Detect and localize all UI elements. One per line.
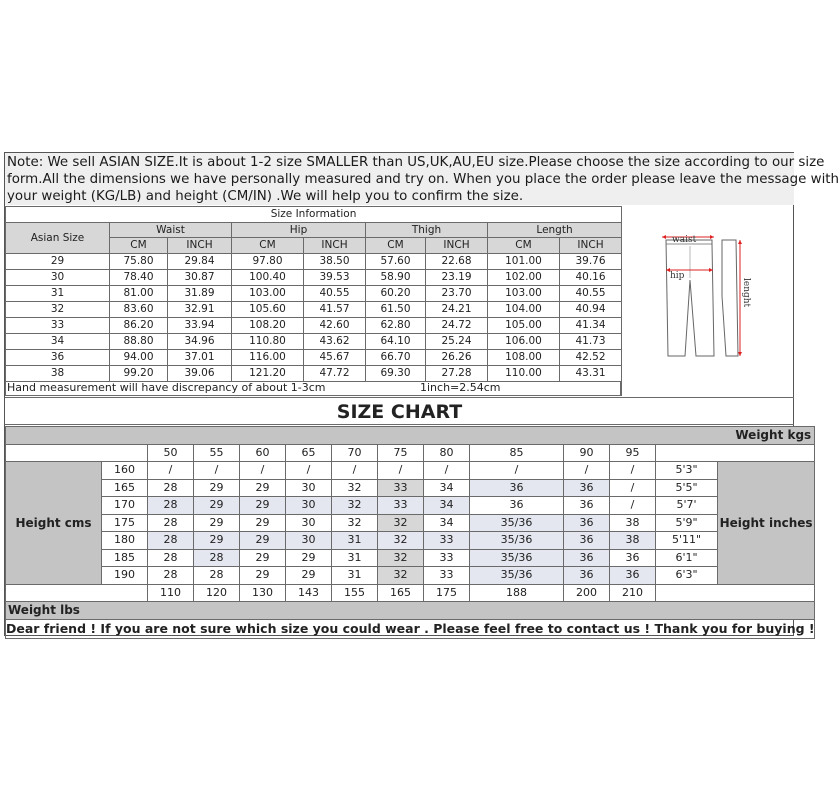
asian-size-cell: 33 (6, 317, 110, 333)
size-chart-cell: 30 (286, 532, 332, 550)
height-cm-cell: 180 (102, 532, 148, 550)
size-chart-cell: 36 (564, 567, 610, 585)
size-chart-cell: 34 (424, 514, 470, 532)
size-chart-cell: 28 (148, 514, 194, 532)
height-cm-cell: 165 (102, 479, 148, 497)
size-chart-cell: 35/36 (470, 514, 564, 532)
size-chart-cell: 35/36 (470, 567, 564, 585)
size-information-table (5, 206, 622, 382)
measurement-cell: 100.40 (232, 269, 304, 285)
measurement-cell: 41.57 (304, 301, 366, 317)
measurement-cell: 27.28 (426, 365, 488, 381)
size-chart-cell: 38 (610, 532, 656, 550)
size-chart-cell: 34 (424, 497, 470, 515)
measurement-cell: 47.72 (304, 365, 366, 381)
height-inch-cell: 5'7' (656, 497, 718, 515)
measurement-cell: 104.00 (488, 301, 560, 317)
measurement-cell: 25.24 (426, 333, 488, 349)
measurement-cell: 86.20 (110, 317, 168, 333)
measurement-cell: 37.01 (168, 349, 232, 365)
size-row (6, 317, 622, 333)
weight-lbs-cell: 200 (564, 584, 610, 602)
measurement-cell: 26.26 (426, 349, 488, 365)
size-chart-cell: 28 (148, 567, 194, 585)
note-line: Note: We sell ASIAN SIZE.It is about 1-2 size SMALLER than US,UK,AU,EU size.Please choose the size according to our size (7, 155, 825, 170)
measurement-cell: 40.94 (560, 301, 622, 317)
thank-you-message: Dear friend ! If you are not sure which size you could wear . Please feel free to contact us ! Thank you for buying ! (6, 619, 815, 638)
weight-lbs-header: Weight lbs (6, 602, 815, 620)
size-chart-cell: 33 (424, 532, 470, 550)
corner-cell (6, 584, 148, 602)
size-chart-cell: / (610, 497, 656, 515)
size-chart-cell: / (424, 462, 470, 480)
size-row (6, 301, 622, 317)
weight-lbs-cell: 188 (470, 584, 564, 602)
size-chart-cell: / (286, 462, 332, 480)
size-chart-cell: / (564, 462, 610, 480)
unit-header: CM (366, 238, 426, 254)
size-chart-cell: 28 (148, 532, 194, 550)
size-chart-cell: 29 (240, 479, 286, 497)
measurement-cell: 38.50 (304, 253, 366, 269)
size-chart-cell: 29 (240, 532, 286, 550)
corner-cell (656, 444, 815, 462)
size-chart-cell: 35/36 (470, 532, 564, 550)
measurement-cell: 31.89 (168, 285, 232, 301)
measurement-cell: 42.60 (304, 317, 366, 333)
measurement-cell: 40.16 (560, 269, 622, 285)
measurement-cell: 78.40 (110, 269, 168, 285)
size-chart-cell: 33 (424, 567, 470, 585)
asian-size-cell: 34 (6, 333, 110, 349)
size-chart-cell: 29 (240, 549, 286, 567)
measurement-cell: 22.68 (426, 253, 488, 269)
weight-kg-cell: 80 (424, 444, 470, 462)
corner-cell (656, 584, 815, 602)
measurement-cell: 108.20 (232, 317, 304, 333)
size-chart-cell: 36 (610, 549, 656, 567)
asian-size-cell: 36 (6, 349, 110, 365)
measurement-cell: 121.20 (232, 365, 304, 381)
size-row (6, 349, 622, 365)
measurement-cell: 103.00 (232, 285, 304, 301)
measurement-cell: 108.00 (488, 349, 560, 365)
size-chart-cell: / (378, 462, 424, 480)
size-chart-cell: 29 (240, 497, 286, 515)
measurement-cell: 43.62 (304, 333, 366, 349)
measurement-cell: 116.00 (232, 349, 304, 365)
weight-lbs-cell: 175 (424, 584, 470, 602)
measurement-cell: 64.10 (366, 333, 426, 349)
measurement-cell: 34.96 (168, 333, 232, 349)
weight-kgs-header: Weight kgs (6, 427, 815, 445)
size-chart-cell: 36 (564, 497, 610, 515)
measurement-cell: 105.00 (488, 317, 560, 333)
size-chart-cell: 38 (610, 514, 656, 532)
size-chart-cell: 36 (564, 532, 610, 550)
height-inch-cell: 6'3" (656, 567, 718, 585)
measurement-cell: 57.60 (366, 253, 426, 269)
size-row (6, 253, 622, 269)
measurement-cell: 110.00 (488, 365, 560, 381)
size-chart-cell: / (148, 462, 194, 480)
size-chart-cell: 36 (564, 549, 610, 567)
length-header: Length (488, 222, 622, 238)
weight-lbs-cell: 120 (194, 584, 240, 602)
size-row (6, 269, 622, 285)
weight-kg-cell: 55 (194, 444, 240, 462)
height-cm-cell: 185 (102, 549, 148, 567)
measurement-cell: 33.94 (168, 317, 232, 333)
measurement-cell: 40.55 (304, 285, 366, 301)
size-chart-cell: 32 (378, 514, 424, 532)
size-chart-cell: 33 (378, 479, 424, 497)
weight-kg-cell: 65 (286, 444, 332, 462)
unit-header: INCH (560, 238, 622, 254)
measurement-cell: 23.70 (426, 285, 488, 301)
size-chart-cell: 28 (194, 549, 240, 567)
weight-kg-cell: 60 (240, 444, 286, 462)
height-inches-label: Height inches (718, 462, 815, 585)
asian-size-cell: 32 (6, 301, 110, 317)
measurement-cell: 45.67 (304, 349, 366, 365)
size-chart-row (6, 479, 815, 497)
inch-conversion-note: 1inch=2.54cm (420, 381, 501, 394)
size-chart-cell: 31 (332, 549, 378, 567)
size-chart-cell: 28 (148, 549, 194, 567)
height-inch-cell: 6'1" (656, 549, 718, 567)
weight-kg-cell: 95 (610, 444, 656, 462)
measurement-cell: 43.31 (560, 365, 622, 381)
measurement-cell: 69.30 (366, 365, 426, 381)
unit-header: INCH (304, 238, 366, 254)
hip-header: Hip (232, 222, 366, 238)
weight-kg-cell: 50 (148, 444, 194, 462)
size-row (6, 285, 622, 301)
weight-kg-cell: 70 (332, 444, 378, 462)
size-chart-row (6, 567, 815, 585)
size-chart-cell: 29 (286, 567, 332, 585)
weight-lbs-cell: 143 (286, 584, 332, 602)
size-chart-cell: 35/36 (470, 549, 564, 567)
size-chart-row (6, 549, 815, 567)
size-chart-cell: 29 (194, 532, 240, 550)
height-inch-cell: 5'9" (656, 514, 718, 532)
measurement-cell: 40.55 (560, 285, 622, 301)
pants-diagram-icon (622, 206, 794, 396)
weight-kg-cell: 75 (378, 444, 424, 462)
note-line: your weight (KG/LB) and height (CM/IN) .We will help you to confirm the size. (7, 189, 524, 204)
size-chart-cell: 36 (470, 479, 564, 497)
size-chart-cell: / (610, 462, 656, 480)
waist-header: Waist (110, 222, 232, 238)
unit-header: INCH (168, 238, 232, 254)
size-row (6, 365, 622, 381)
measurement-footnote (5, 381, 621, 396)
measurement-cell: 106.00 (488, 333, 560, 349)
measurement-cell: 102.00 (488, 269, 560, 285)
size-chart-cell: 36 (610, 567, 656, 585)
weight-lbs-cell: 155 (332, 584, 378, 602)
height-cms-label: Height cms (6, 462, 102, 585)
measurement-cell: 23.19 (426, 269, 488, 285)
size-chart-cell: 36 (564, 479, 610, 497)
size-chart-cell: 28 (148, 497, 194, 515)
measurement-cell: 99.20 (110, 365, 168, 381)
measurement-cell: 39.53 (304, 269, 366, 285)
height-cm-cell: 175 (102, 514, 148, 532)
size-chart-cell: 32 (378, 567, 424, 585)
measurement-cell: 41.34 (560, 317, 622, 333)
asian-size-header: Asian Size (6, 222, 110, 253)
corner-cell (6, 444, 148, 462)
measurement-cell: 110.80 (232, 333, 304, 349)
size-chart-row (6, 514, 815, 532)
height-cm-cell: 160 (102, 462, 148, 480)
size-chart-cell: / (470, 462, 564, 480)
measurement-cell: 81.00 (110, 285, 168, 301)
size-chart-cell: / (240, 462, 286, 480)
size-chart-cell: / (610, 479, 656, 497)
measurement-cell: 29.84 (168, 253, 232, 269)
measurement-cell: 30.87 (168, 269, 232, 285)
weight-lbs-cell: 165 (378, 584, 424, 602)
size-chart-cell: 30 (286, 479, 332, 497)
height-inch-cell: 5'5" (656, 479, 718, 497)
measurement-cell: 101.00 (488, 253, 560, 269)
measurement-cell: 24.21 (426, 301, 488, 317)
hip-label: hip (670, 271, 685, 281)
waist-label: waist (672, 235, 697, 245)
size-chart-cell: 29 (194, 497, 240, 515)
size-chart-cell: 36 (470, 497, 564, 515)
thigh-header: Thigh (366, 222, 488, 238)
size-chart-cell: 32 (378, 549, 424, 567)
size-chart-cell: 33 (378, 497, 424, 515)
measurement-cell: 94.00 (110, 349, 168, 365)
size-chart-cell: 29 (286, 549, 332, 567)
size-chart-cell: 31 (332, 567, 378, 585)
discrepancy-note: Hand measurement will have discrepancy of about 1-3cm (7, 381, 326, 394)
size-chart-row (6, 497, 815, 515)
measurement-cell: 83.60 (110, 301, 168, 317)
size-chart-cell: 32 (378, 532, 424, 550)
size-chart-cell: 32 (332, 514, 378, 532)
measurement-cell: 97.80 (232, 253, 304, 269)
measurement-cell: 62.80 (366, 317, 426, 333)
size-chart-cell: 28 (194, 567, 240, 585)
asian-size-cell: 31 (6, 285, 110, 301)
unit-header: INCH (426, 238, 488, 254)
size-chart-title: SIZE CHART (5, 397, 794, 425)
measurement-cell: 24.72 (426, 317, 488, 333)
asian-size-cell: 29 (6, 253, 110, 269)
measurement-cell: 32.91 (168, 301, 232, 317)
weight-kg-cell: 85 (470, 444, 564, 462)
size-chart-cell: 29 (240, 567, 286, 585)
height-inch-cell: 5'11" (656, 532, 718, 550)
unit-header: CM (488, 238, 560, 254)
size-chart-cell: 29 (194, 479, 240, 497)
size-chart-row (6, 532, 815, 550)
measurement-cell: 39.06 (168, 365, 232, 381)
weight-lbs-cell: 110 (148, 584, 194, 602)
measurement-cell: 39.76 (560, 253, 622, 269)
measurement-cell: 66.70 (366, 349, 426, 365)
measurement-cell: 58.90 (366, 269, 426, 285)
size-chart-cell: 30 (286, 497, 332, 515)
measurement-cell: 41.73 (560, 333, 622, 349)
size-chart-cell: 29 (240, 514, 286, 532)
measurement-cell: 60.20 (366, 285, 426, 301)
size-chart-cell: 32 (332, 479, 378, 497)
unit-header: CM (110, 238, 168, 254)
height-cm-cell: 170 (102, 497, 148, 515)
height-inch-cell: 5'3" (656, 462, 718, 480)
measurement-cell: 88.80 (110, 333, 168, 349)
note-line: form.All the dimensions we have personally measured and try on. When you place the order please leave the message with (7, 172, 839, 187)
weight-lbs-cell: 130 (240, 584, 286, 602)
size-chart-cell: 36 (564, 514, 610, 532)
size-chart-cell: 29 (194, 514, 240, 532)
height-cm-cell: 190 (102, 567, 148, 585)
measurement-cell: 105.60 (232, 301, 304, 317)
measurement-cell: 75.80 (110, 253, 168, 269)
pants-measurement-illustration (621, 206, 794, 396)
size-chart-cell: 34 (424, 479, 470, 497)
size-chart-cell: / (332, 462, 378, 480)
size-chart-cell: / (194, 462, 240, 480)
size-chart-cell: 32 (332, 497, 378, 515)
measurement-cell: 61.50 (366, 301, 426, 317)
size-chart-cell: 31 (332, 532, 378, 550)
weight-lbs-cell: 210 (610, 584, 656, 602)
size-chart-cell: 30 (286, 514, 332, 532)
size-chart-cell: 33 (424, 549, 470, 567)
asian-size-cell: 30 (6, 269, 110, 285)
size-information-title: Size Information (6, 207, 622, 223)
size-chart-cell: 28 (148, 479, 194, 497)
sizing-note (5, 153, 839, 205)
size-chart-row (6, 462, 815, 480)
unit-header: CM (232, 238, 304, 254)
weight-kg-cell: 90 (564, 444, 610, 462)
measurement-cell: 42.52 (560, 349, 622, 365)
size-row (6, 333, 622, 349)
size-chart-table (5, 426, 815, 639)
asian-size-cell: 38 (6, 365, 110, 381)
length-label: lenght (741, 278, 751, 308)
measurement-cell: 103.00 (488, 285, 560, 301)
